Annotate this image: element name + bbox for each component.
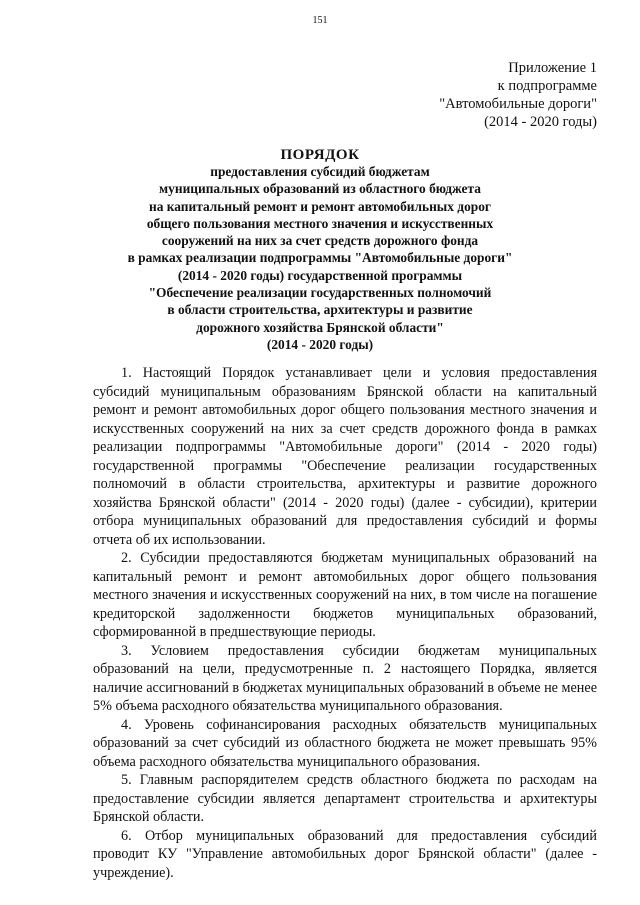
appendix-line: к подпрограмме [497,78,597,94]
page-number: 151 [312,15,328,26]
document-subtitle [60,163,580,353]
subtitle-line: "Обеспечение реализации государственных полномочий [148,285,492,301]
paragraph-4: 4. Уровень софинансирования расходных обязательств муниципальных образований за счет субсидий из областного бюджета не может превышать 95% объема расходного обязательства муниципального образования. [93,716,597,770]
subtitle-line: дорожного хозяйства Брянской области" [196,319,444,335]
paragraph-1: 1. Настоящий Порядок устанавливает цели и условия предоставления субсидий муниципальным образованиям Брянской области на капитальный ремонт и ремонт автомобильных дорог общего пользования местного значения и искусственных сооружений на них за счет средств дорожного фонда в рамках реализации подпрограммы "Автомобильные дороги" (2014 - 2020 годы) государственной программы "Обеспечение реализации государственных полномочий в области строительства, архитектуры и развитие дорожного хозяйства Брянской области" (2014 - 2020 годы) (далее - субсидии), критерии отбора муниципальных образований для предоставления субсидий и формы отчета об их использовании. [93,365,597,548]
appendix-line: Приложение 1 [508,60,597,76]
subtitle-line: муниципальных образований из областного бюджета [159,181,481,197]
document-body [93,364,597,882]
subtitle-line: в области строительства, архитектуры и развитие [167,302,473,318]
paragraph-6: 6. Отбор муниципальных образований для предоставления субсидий проводит КУ "Управление автомобильных дорог Брянской области" (далее - учреждение). [93,827,597,881]
subtitle-line: (2014 - 2020 годы) государственной программы [177,267,463,283]
appendix-line: (2014 - 2020 годы) [484,114,597,130]
appendix-line: "Автомобильные дороги" [439,96,597,112]
paragraph-2: 2. Субсидии предоставляются бюджетам муниципальных образований на капитальный ремонт и ремонт автомобильных дорог общего пользования местного значения и искусственных сооружений на них, в том числе на погашение кредиторской задолженности бюджетов муниципальных образований, сформированной в предшествующие периоды. [93,550,597,640]
appendix-header [439,59,597,131]
subtitle-line: на капитальный ремонт и ремонт автомобильных дорог [149,198,491,214]
paragraph-5: 5. Главным распорядителем средств областного бюджета по расходам на предоставление субсидии является департамент строительства и архитектуры Брянской области. [93,772,597,825]
subtitle-line: (2014 - 2020 годы) [266,336,374,352]
paragraph-3: 3. Условием предоставления субсидии бюджетам муниципальных образований на цели, предусмотренные п. 2 настоящего Порядка, является наличие ассигнований в бюджетах муниципальных образований в объеме не менее 5% объема расходного обязательства муниципального образования. [93,642,597,714]
subtitle-line: сооружений на них за счет средств дорожного фонда [161,233,479,249]
subtitle-line: в рамках реализации подпрограммы "Автомобильные дороги" [127,250,513,266]
subtitle-line: общего пользования местного значения и искусственных [146,215,494,231]
document-title: ПОРЯДОК [280,147,360,163]
subtitle-line: предоставления субсидий бюджетам [210,164,430,179]
